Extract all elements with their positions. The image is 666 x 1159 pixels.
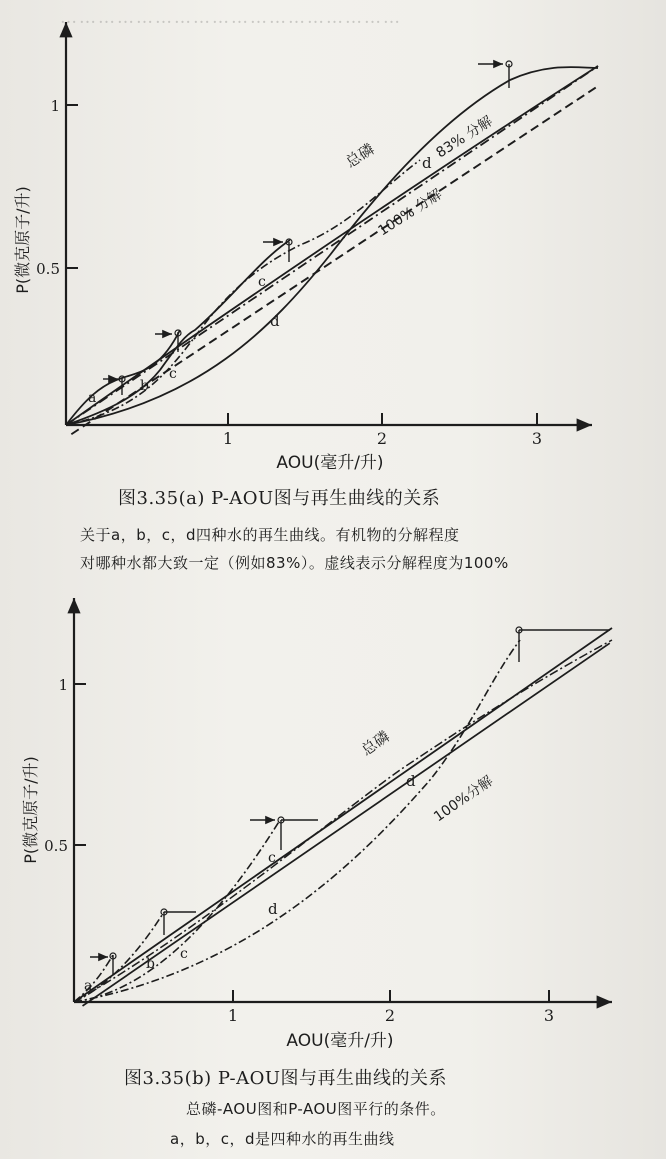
figure-a-100pct-line xyxy=(71,86,598,434)
figure-a-description-line-2: 对哪种水都大致一定（例如83%）。虚线表示分解程度为100% xyxy=(80,554,509,572)
figure-a-label-c2: c xyxy=(258,274,266,290)
figure-a-label-83pct: 83% 分解 xyxy=(433,113,496,162)
figure-a-xtick-label-3: 3 xyxy=(531,429,543,448)
figure-b-curve-d xyxy=(74,640,520,1002)
figure-a-label-d2: d xyxy=(422,154,432,172)
figure-b-xtick-label-3: 3 xyxy=(543,1006,555,1025)
figure-a-label-total: 总磷 xyxy=(342,139,378,172)
figure-b-curve-c xyxy=(74,820,280,1002)
figure-a-label-c1: c xyxy=(169,366,177,382)
figure-b-description-line-2: a，b，c，d是四种水的再生曲线 xyxy=(170,1130,395,1148)
figure-a-label-a: a xyxy=(88,390,97,406)
figure-b-ytick-label-1: 1 xyxy=(58,676,68,694)
figure-b-xtick-label-2: 2 xyxy=(384,1006,396,1025)
figure-b-label-a: a xyxy=(84,978,93,994)
figure-b-label-b: b xyxy=(146,956,155,972)
figure-b-description-line-1: 总磷-AOU图和P-AOU图平行的条件。 xyxy=(186,1100,446,1118)
figure-b-caption: 图3.35(b) P-AOU图与再生曲线的关系 xyxy=(124,1068,448,1089)
figure-b-label-100pct: 100%分解 xyxy=(431,773,497,826)
figure-a-curve-c xyxy=(66,160,420,425)
figure-b-label-d1: d xyxy=(268,900,278,918)
figure-a-ytick-label-1: 1 xyxy=(50,97,60,115)
bleed-through-text: ……………………………………………… xyxy=(60,8,402,28)
figure-a-label-b: b xyxy=(140,378,149,394)
figure-a-total-phosphorus-line xyxy=(66,66,598,425)
figure-b-label-c1: c xyxy=(180,946,188,962)
figure-a-label-100pct: 100% 分解 xyxy=(375,186,445,240)
figure-b-label-c2: c xyxy=(268,850,276,866)
figure-a-y-label: P(微克原子/升) xyxy=(13,186,32,294)
figure-b-y-label: P(微克原子/升) xyxy=(21,756,40,864)
figure-a-label-d1: d xyxy=(270,312,280,330)
figure-b-label-d2: d xyxy=(406,772,416,790)
figure-b-100pct-line xyxy=(83,643,610,1006)
figure-b-ytick-label-05: 0.5 xyxy=(44,837,68,855)
figure-b-dash-dot-line xyxy=(74,640,612,1002)
figure-a xyxy=(13,22,598,473)
figure-a-description-line-1: 关于a，b，c，d四种水的再生曲线。有机物的分解程度 xyxy=(80,526,460,544)
figure-a-x-label: AOU(毫升/升) xyxy=(276,453,384,473)
figure-a-caption: 图3.35(a) P-AOU图与再生曲线的关系 xyxy=(118,488,441,509)
figure-b-xtick-label-1: 1 xyxy=(227,1006,239,1025)
figure-a-xtick-label-2: 2 xyxy=(376,429,388,448)
figure-a-xtick-label-1: 1 xyxy=(222,429,234,448)
figure-b xyxy=(21,598,612,1051)
figure-a-ytick-label-05: 0.5 xyxy=(36,260,60,278)
figure-b-label-total: 总磷 xyxy=(357,727,393,760)
figure-b-total-phosphorus-line xyxy=(74,628,612,1002)
figure-b-x-label: AOU(毫升/升) xyxy=(286,1031,394,1051)
